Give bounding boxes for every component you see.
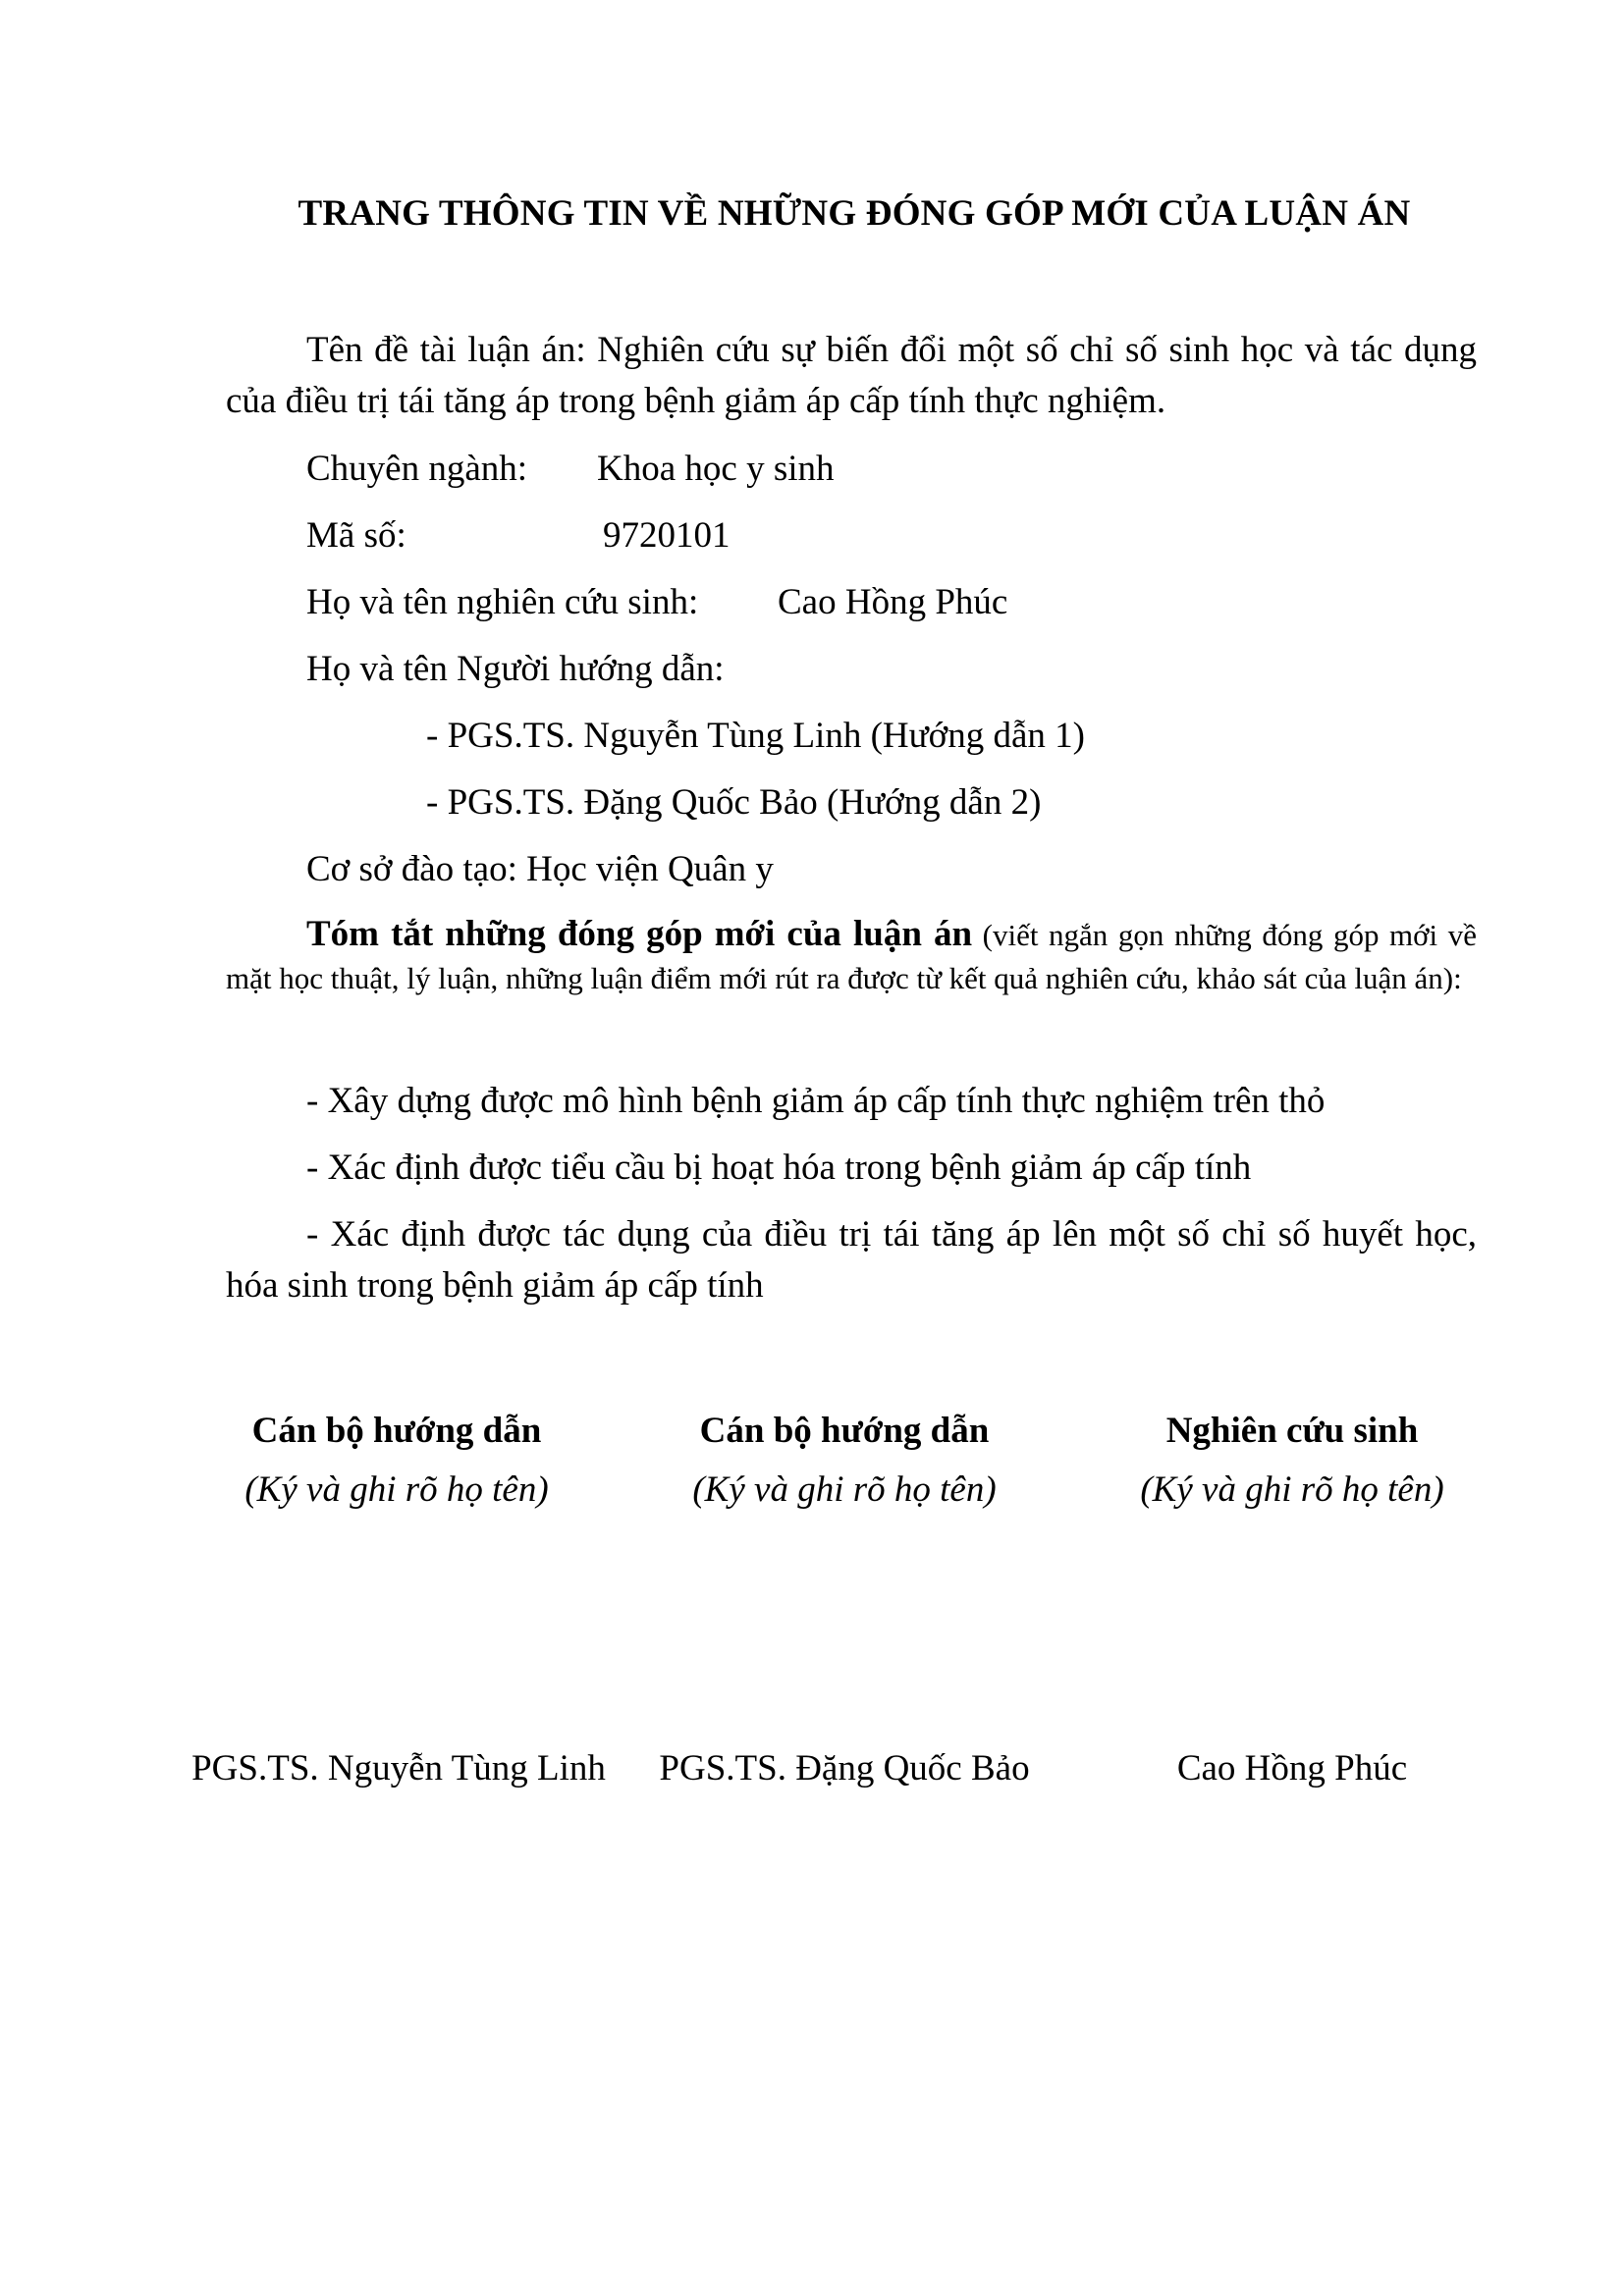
contribution-item: - Xây dựng được mô hình bệnh giảm áp cấp tính thực nghiệm trên thỏ <box>306 1081 1326 1121</box>
signature-note: (Ký và ghi rõ họ tên) <box>244 1469 549 1510</box>
signer-name: PGS.TS. Đặng Quốc Bảo <box>659 1748 1030 1789</box>
supervisors-label: Họ và tên Người hướng dẫn: <box>306 649 725 689</box>
signature-block-3 <box>1066 1410 1518 1511</box>
signer-name: PGS.TS. Nguyễn Tùng Linh <box>191 1748 606 1789</box>
summary-intro <box>226 913 1477 1000</box>
thesis-title <box>226 325 1477 427</box>
signature-role: Nghiên cứu sinh <box>1165 1411 1419 1451</box>
contribution-item-text: - Xác định được tác dụng của điều trị tái tăng áp lên một số chỉ số huyết học, hóa sinh trong bệnh giảm áp cấp tính <box>226 1214 1477 1306</box>
signer-name: Cao Hồng Phúc <box>1176 1748 1408 1789</box>
contribution-item: - Xác định được tiểu cầu bị hoạt hóa trong bệnh giảm áp cấp tính <box>306 1148 1252 1188</box>
code-label: Mã số: <box>306 515 406 556</box>
major-label: Chuyên ngành: <box>306 449 528 489</box>
code-value: 9720101 <box>603 515 731 556</box>
contribution-item <box>226 1209 1477 1311</box>
institution: Cơ sở đào tạo: Học viện Quân y <box>306 849 774 889</box>
signature-note: (Ký và ghi rõ họ tên) <box>692 1469 997 1510</box>
page-title: TRANG THÔNG TIN VỀ NHỮNG ĐÓNG GÓP MỚI CỦA LUẬN ÁN <box>298 193 1411 234</box>
major-value: Khoa học y sinh <box>597 449 835 489</box>
signature-block-1 <box>171 1410 623 1511</box>
thesis-title-text: Tên đề tài luận án: Nghiên cứu sự biến đổi một số chỉ số sinh học và tác dụng của điều trị tái tăng áp trong bệnh giảm áp cấp tính thực nghiệm. <box>226 330 1477 421</box>
summary-note: (viết ngắn gọn những đóng góp mới về mặt học thuật, lý luận, những luận điểm mới rút ra được từ kết quả nghiên cứu, khảo sát của luận án): <box>226 918 1477 995</box>
supervisor-item: - PGS.TS. Nguyễn Tùng Linh (Hướng dẫn 1) <box>426 716 1085 756</box>
signature-role: Cán bộ hướng dẫn <box>251 1411 542 1451</box>
supervisor-item: - PGS.TS. Đặng Quốc Bảo (Hướng dẫn 2) <box>426 782 1042 823</box>
signature-role: Cán bộ hướng dẫn <box>699 1411 990 1451</box>
candidate-value: Cao Hồng Phúc <box>778 582 1008 622</box>
signature-note: (Ký và ghi rõ họ tên) <box>1140 1469 1444 1510</box>
candidate-label: Họ và tên nghiên cứu sinh: <box>306 582 699 622</box>
summary-lead: Tóm tắt những đóng góp mới của luận án <box>306 914 973 954</box>
signature-block-2 <box>619 1410 1070 1511</box>
